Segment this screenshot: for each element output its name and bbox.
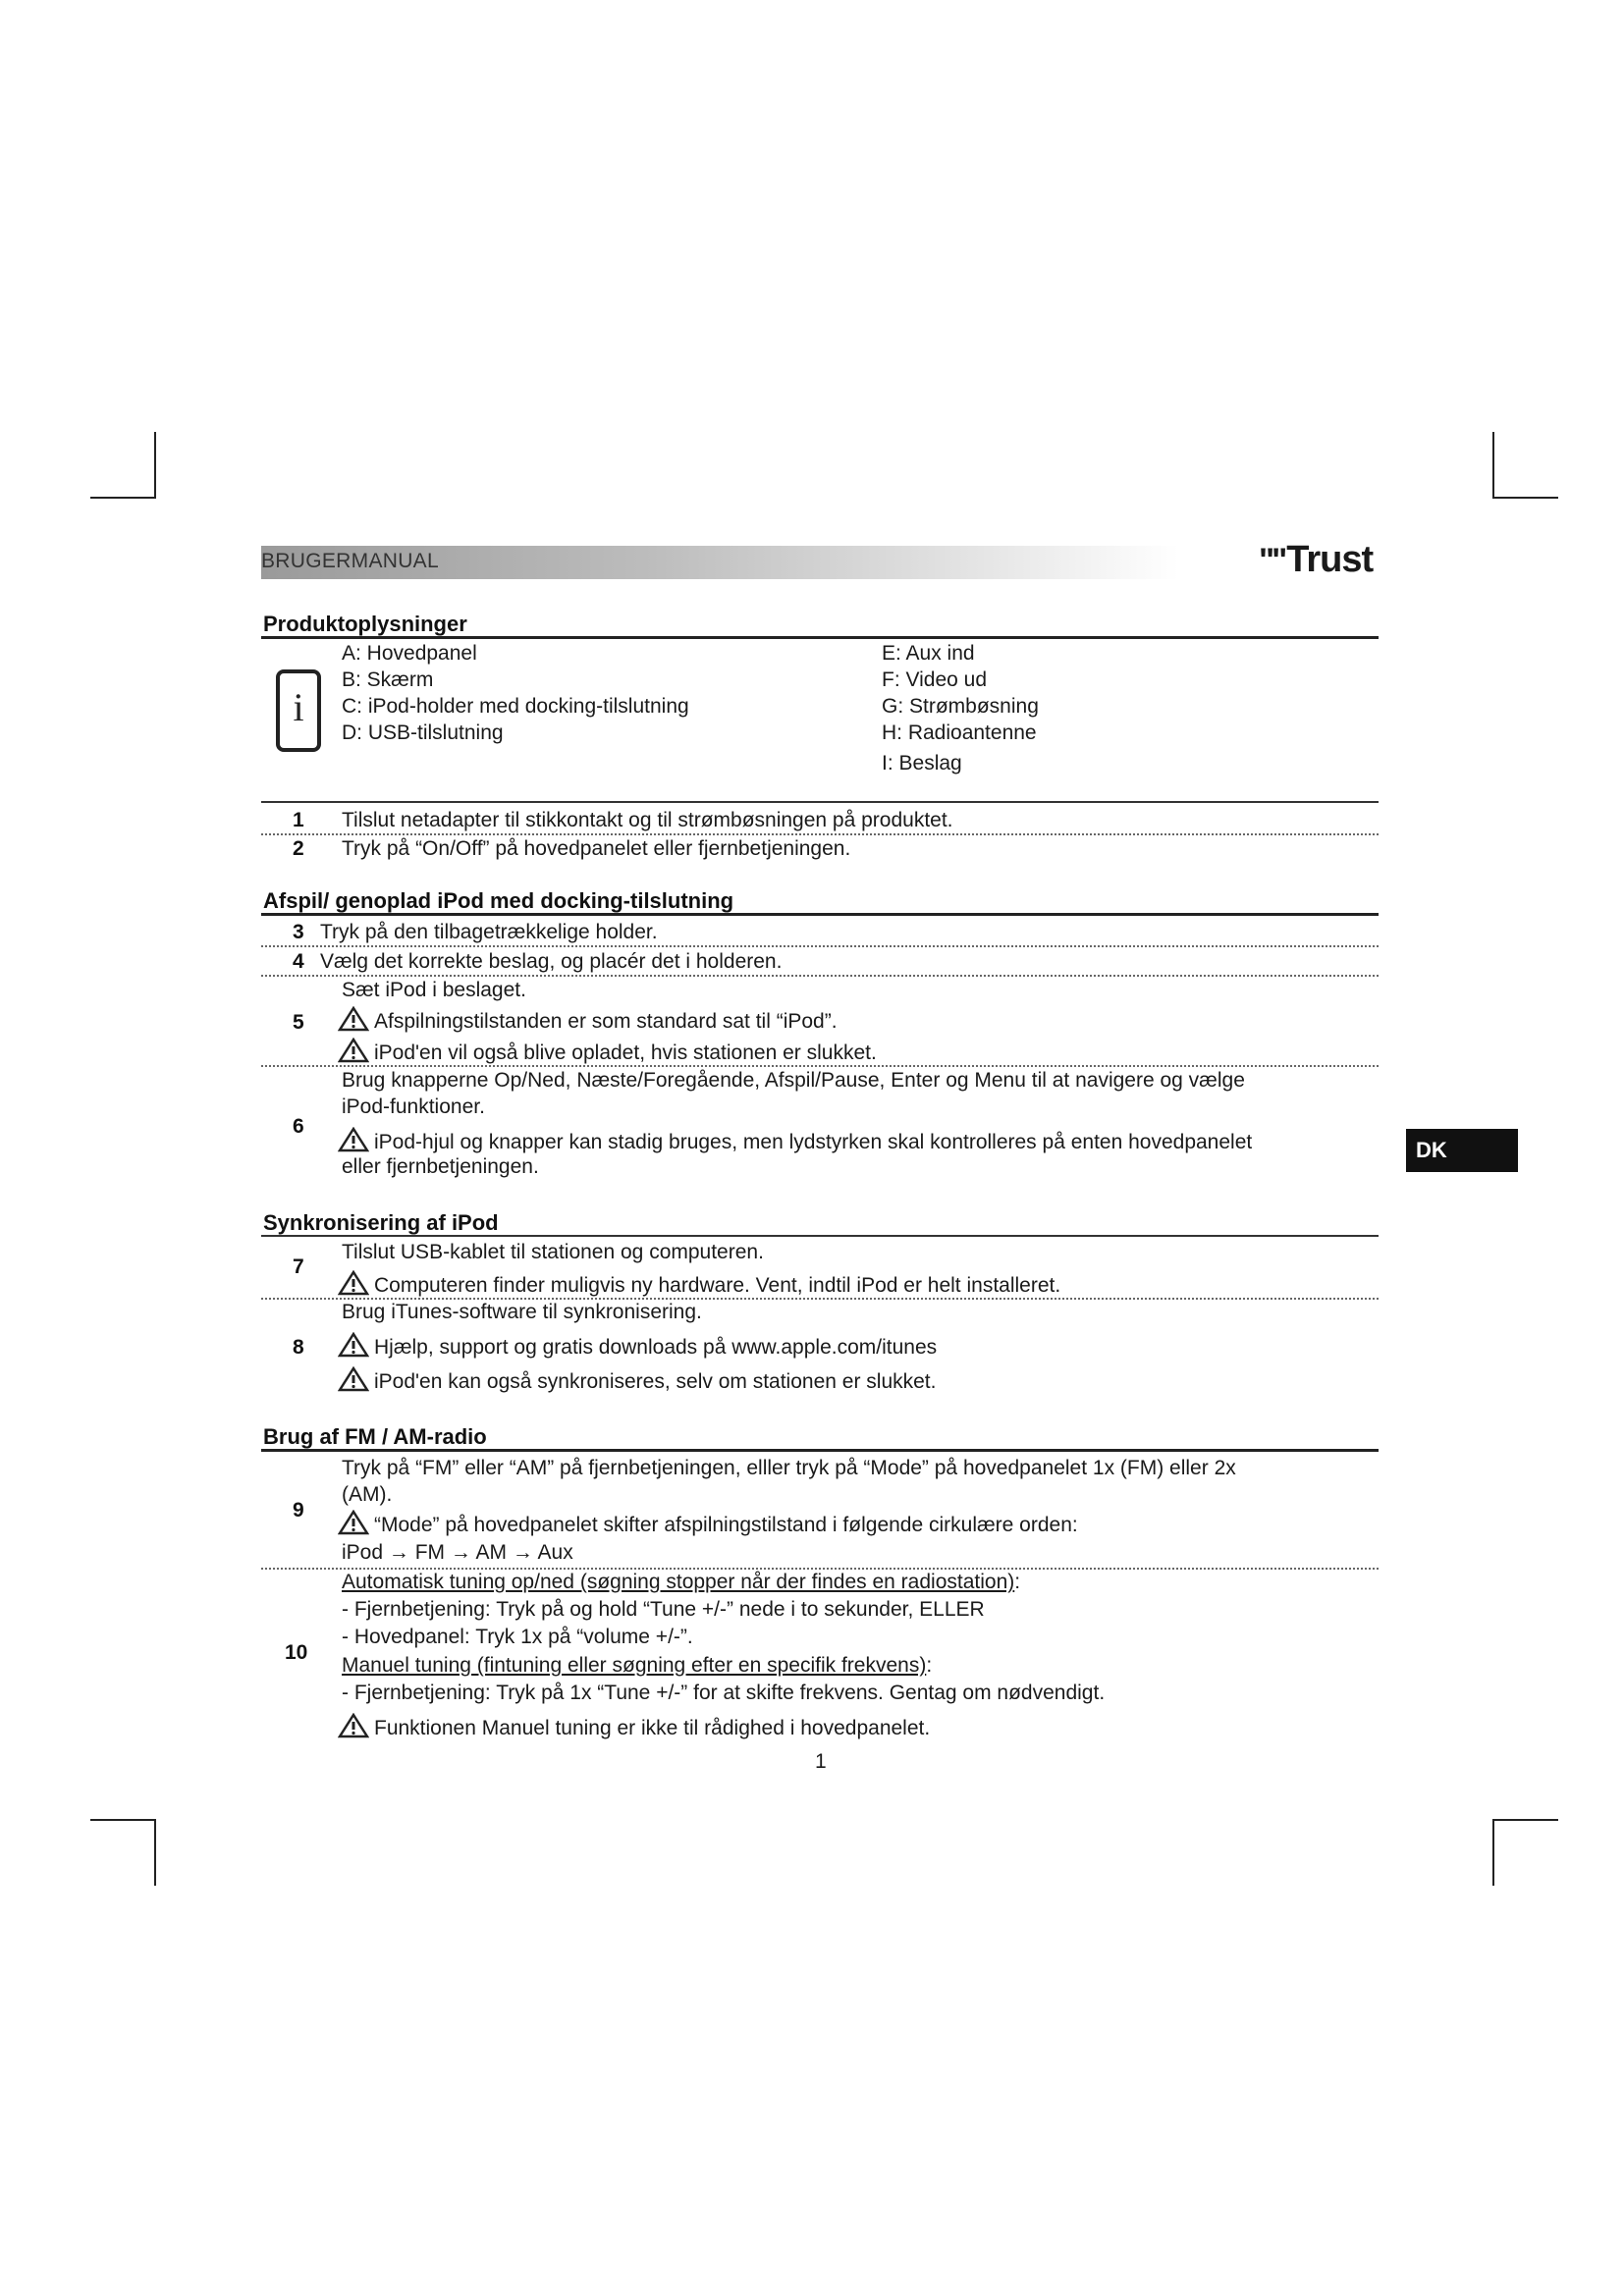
warning-icon xyxy=(338,1038,369,1063)
crop-mark xyxy=(154,1819,156,1886)
manual-tuning-label: Manuel tuning (fintuning eller søgning efter en specifik frekvens) xyxy=(342,1654,927,1677)
warning-icon xyxy=(338,1713,369,1738)
logo-mark: "" xyxy=(1259,542,1285,579)
step-number: 9 xyxy=(293,1499,304,1522)
step-text: Brug knapperne Op/Ned, Næste/Foregående, Afspil/Pause, Enter og Menu til at navigere og vælge xyxy=(342,1069,1245,1092)
brand-logo xyxy=(1259,539,1373,581)
warning-note: iPod'en vil også blive opladet, hvis stationen er slukket. xyxy=(338,1038,877,1065)
step-divider xyxy=(261,1065,1379,1067)
warning-icon xyxy=(338,1332,369,1358)
info-icon: i xyxy=(276,669,321,752)
step-number: 10 xyxy=(285,1641,308,1664)
step-text: Manuel tuning (fintuning eller søgning efter en specifik frekvens): xyxy=(342,1654,933,1677)
part-e: E: Aux ind xyxy=(882,642,975,665)
header-title: BRUGERMANUAL xyxy=(261,550,439,572)
step-text: Tryk på den tilbagetrækkelige holder. xyxy=(320,921,658,943)
step-number: 6 xyxy=(293,1115,304,1138)
language-tab: DK xyxy=(1406,1129,1518,1172)
step-text: eller fjernbetjeningen. xyxy=(342,1155,539,1178)
section-heading-product-info: Produktoplysninger xyxy=(263,612,467,636)
warning-icon xyxy=(338,1510,369,1535)
part-g: G: Strømbøsning xyxy=(882,695,1039,718)
step-number: 1 xyxy=(293,809,304,831)
part-f: F: Video ud xyxy=(882,668,988,691)
step-text: - Fjernbetjening: Tryk på 1x “Tune +/-” for at skifte frekvens. Gentag om nødvendigt. xyxy=(342,1682,1106,1704)
crop-mark xyxy=(1492,1819,1558,1821)
step-number: 4 xyxy=(293,950,304,973)
page-number: 1 xyxy=(815,1750,827,1773)
step-number: 2 xyxy=(293,837,304,860)
crop-mark xyxy=(1492,432,1494,499)
crop-mark xyxy=(1492,497,1558,499)
part-i: I: Beslag xyxy=(882,752,962,774)
warning-icon xyxy=(338,1006,369,1032)
warning-icon xyxy=(338,1366,369,1392)
section-rule xyxy=(261,801,1379,803)
step-text: - Fjernbetjening: Tryk på og hold “Tune +/-” nede i to sekunder, ELLER xyxy=(342,1598,985,1621)
section-rule xyxy=(261,636,1379,639)
step-divider xyxy=(261,833,1379,835)
section-rule xyxy=(261,913,1379,916)
warning-note: Computeren finder muligvis ny hardware. Vent, indtil iPod er helt installeret. xyxy=(338,1270,1060,1298)
warning-icon xyxy=(338,1270,369,1296)
logo-text: Trust xyxy=(1286,539,1374,580)
step-number: 7 xyxy=(293,1255,304,1278)
step-text: (AM). xyxy=(342,1483,393,1506)
step-divider xyxy=(261,1298,1379,1300)
warning-note: iPod'en kan også synkroniseres, selv om stationen er slukket. xyxy=(338,1366,936,1394)
step-text: Tryk på “FM” eller “AM” på fjernbetjeningen, elller tryk på “Mode” på hovedpanelet 1x (FM) eller 2x xyxy=(342,1457,1236,1479)
crop-mark xyxy=(154,432,156,499)
part-h: H: Radioantenne xyxy=(882,721,1037,744)
section-heading-sync: Synkronisering af iPod xyxy=(263,1210,499,1235)
step-number: 8 xyxy=(293,1336,304,1359)
step-divider xyxy=(261,1568,1379,1570)
step-text: iPod → FM → AM → Aux xyxy=(342,1541,573,1564)
crop-mark xyxy=(90,1819,156,1821)
step-text: iPod-funktioner. xyxy=(342,1095,485,1118)
crop-mark xyxy=(1492,1819,1494,1886)
warning-note: “Mode” på hovedpanelet skifter afspilningstilstand i følgende cirkulære orden: xyxy=(338,1510,1078,1537)
step-number: 3 xyxy=(293,921,304,943)
part-a: A: Hovedpanel xyxy=(342,642,477,665)
section-heading-radio: Brug af FM / AM-radio xyxy=(263,1424,487,1449)
step-text: Sæt iPod i beslaget. xyxy=(342,979,526,1001)
part-c: C: iPod-holder med docking-tilslutning xyxy=(342,695,689,718)
step-text: Automatisk tuning op/ned (søgning stopper når der findes en radiostation): xyxy=(342,1571,1021,1593)
section-rule xyxy=(261,1449,1379,1452)
step-text: Vælg det korrekte beslag, og placér det i holderen. xyxy=(320,950,783,973)
warning-icon xyxy=(338,1127,369,1152)
auto-tuning-label: Automatisk tuning op/ned (søgning stopper når der findes en radiostation) xyxy=(342,1571,1015,1593)
step-text: Tilslut USB-kablet til stationen og computeren. xyxy=(342,1241,764,1263)
step-divider xyxy=(261,945,1379,947)
warning-note: Hjælp, support og gratis downloads på www.apple.com/itunes xyxy=(338,1332,937,1360)
section-rule xyxy=(261,1235,1379,1237)
step-text: Tilslut netadapter til stikkontakt og til strømbøsningen på produktet. xyxy=(342,809,953,831)
step-text: Brug iTunes-software til synkronisering. xyxy=(342,1301,702,1323)
step-divider xyxy=(261,975,1379,977)
step-number: 5 xyxy=(293,1011,304,1034)
warning-note: iPod-hjul og knapper kan stadig bruges, men lydstyrken skal kontrolleres på enten hovedpanelet xyxy=(338,1127,1252,1154)
warning-note: Funktionen Manuel tuning er ikke til rådighed i hovedpanelet. xyxy=(338,1713,930,1740)
part-d: D: USB-tilslutning xyxy=(342,721,504,744)
step-text: - Hovedpanel: Tryk 1x på “volume +/-”. xyxy=(342,1626,693,1648)
part-b: B: Skærm xyxy=(342,668,434,691)
section-heading-playback: Afspil/ genoplad iPod med docking-tilslutning xyxy=(263,888,734,913)
step-text: Tryk på “On/Off” på hovedpanelet eller fjernbetjeningen. xyxy=(342,837,851,860)
crop-mark xyxy=(90,497,156,499)
warning-note: Afspilningstilstanden er som standard sat til “iPod”. xyxy=(338,1006,838,1034)
